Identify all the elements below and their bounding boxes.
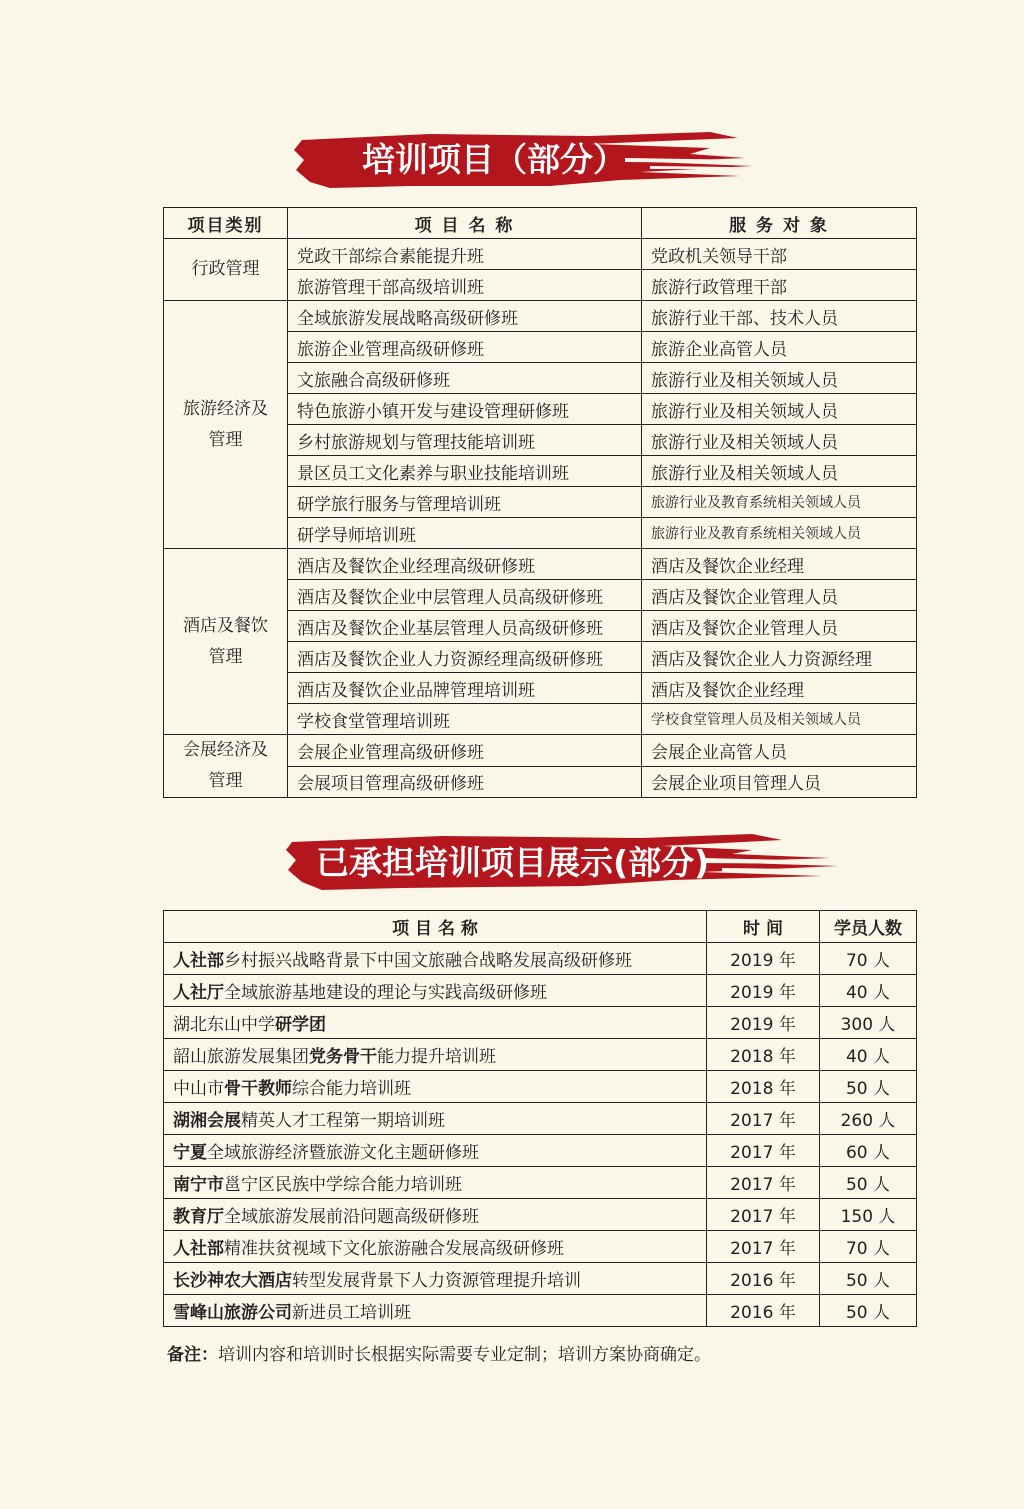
table-row [164,1071,917,1103]
table-row [164,1135,917,1167]
year-cell: 2019 年 [707,1007,820,1039]
project-name-cell: 研学旅行服务与管理培训班 [288,487,642,518]
name-suffix: 精英人才工程第一期培训班 [241,1111,445,1131]
count-cell: 40 人 [820,975,917,1007]
project-name-cell: 酒店及餐饮企业基层管理人员高级研修班 [288,611,642,642]
count-cell: 50 人 [820,1167,917,1199]
name-highlight: 党务骨干 [309,1047,377,1067]
table-row [164,1103,917,1135]
section1-title: 培训项目（部分） [362,140,626,179]
project-name-cell: 景区员工文化素养与职业技能培训班 [288,456,642,487]
name-highlight: 研学团 [275,1015,326,1035]
year-cell: 2016 年 [707,1295,820,1327]
audience-cell: 旅游行业及相关领域人员 [642,363,917,394]
audience-cell: 党政机关领导干部 [642,239,917,270]
name-highlight: 人社部 [173,951,224,971]
section1-banner [290,130,760,192]
audience-cell: 旅游行业干部、技术人员 [642,301,917,332]
year-cell: 2018 年 [707,1071,820,1103]
name-suffix: 转型发展背景下人力资源管理提升培训 [292,1271,581,1291]
count-cell: 50 人 [820,1263,917,1295]
header-category: 项目类别 [164,208,288,239]
name-highlight: 雪峰山旅游公司 [173,1303,292,1323]
name-highlight: 人社厅 [173,983,224,1003]
category-cell [164,301,288,549]
name-suffix: 能力提升培训班 [377,1047,496,1067]
audience-cell: 旅游行政管理干部 [642,270,917,301]
category-cell [164,735,288,798]
project-name-cell: 党政干部综合素能提升班 [288,239,642,270]
project-name-cell: 乡村旅游规划与管理技能培训班 [288,425,642,456]
category-cell [164,239,288,301]
project-name-cell [164,943,707,975]
year-cell: 2017 年 [707,1167,820,1199]
name-suffix: 综合能力培训班 [292,1079,411,1099]
table-row [164,1199,917,1231]
audience-cell: 会展企业项目管理人员 [642,766,917,798]
project-name-cell: 旅游管理干部高级培训班 [288,270,642,301]
audience-cell: 旅游行业及教育系统相关领域人员 [642,487,917,518]
table-row [164,1039,917,1071]
project-name-cell: 文旅融合高级研修班 [288,363,642,394]
year-cell: 2017 年 [707,1135,820,1167]
section2-title: 已承担培训项目展示(部分) [316,843,710,882]
table-row [164,1007,917,1039]
name-suffix: 邕宁区民族中学综合能力培训班 [224,1175,462,1195]
table-row [164,735,917,767]
remark-text: 培训内容和培训时长根据实际需要专业定制；培训方案协商确定。 [218,1345,711,1365]
table-header-row [164,208,917,239]
project-name-cell: 学校食堂管理培训班 [288,704,642,735]
project-name-cell [164,1135,707,1167]
category-label: 会展经济及管理 [183,740,268,791]
name-suffix: 全域旅游经济暨旅游文化主题研修班 [207,1143,479,1163]
name-highlight: 湖湘会展 [173,1111,241,1131]
project-name-cell: 会展企业管理高级研修班 [288,735,642,767]
audience-cell: 旅游行业及相关领域人员 [642,456,917,487]
audience-cell: 旅游行业及相关领域人员 [642,425,917,456]
completed-projects-table [163,910,917,1327]
project-name-cell: 酒店及餐饮企业品牌管理培训班 [288,673,642,704]
table-row [164,239,917,270]
project-name-cell [164,1199,707,1231]
audience-cell: 酒店及餐饮企业经理 [642,549,917,580]
category-cell [164,549,288,735]
project-name-cell: 旅游企业管理高级研修班 [288,332,642,363]
audience-cell: 旅游行业及相关领域人员 [642,394,917,425]
header-audience: 服 务 对 象 [642,208,917,239]
project-name-cell: 特色旅游小镇开发与建设管理研修班 [288,394,642,425]
count-cell: 60 人 [820,1135,917,1167]
audience-cell: 旅游行业及教育系统相关领域人员 [642,518,917,549]
section2-banner [282,832,842,892]
name-prefix: 韶山旅游发展集团 [173,1047,309,1067]
count-cell: 50 人 [820,1295,917,1327]
category-label: 酒店及餐饮管理 [183,615,268,667]
header-project-name: 项 目 名 称 [164,911,707,943]
project-name-cell [164,1263,707,1295]
project-name-cell: 会展项目管理高级研修班 [288,766,642,798]
name-prefix: 中山市 [173,1079,224,1099]
name-suffix: 乡村振兴战略背景下中国文旅融合战略发展高级研修班 [224,951,632,971]
remark-label: 备注： [167,1345,218,1365]
table-row [164,1295,917,1327]
table-row [164,943,917,975]
name-highlight: 宁夏 [173,1143,207,1163]
header-student-count: 学员人数 [820,911,917,943]
project-name-cell [164,975,707,1007]
count-cell: 50 人 [820,1071,917,1103]
audience-cell: 酒店及餐饮企业管理人员 [642,580,917,611]
name-suffix: 全域旅游基地建设的理论与实践高级研修班 [224,983,547,1003]
project-name-cell [164,1071,707,1103]
year-cell: 2017 年 [707,1231,820,1263]
name-highlight: 教育厅 [173,1207,224,1227]
audience-cell: 会展企业高管人员 [642,735,917,767]
category-label: 旅游经济及管理 [183,398,268,450]
remark-note [167,1340,711,1365]
table-row [164,549,917,580]
table-row [164,1167,917,1199]
audience-cell: 酒店及餐饮企业人力资源经理 [642,642,917,673]
project-name-cell: 酒店及餐饮企业人力资源经理高级研修班 [288,642,642,673]
year-cell: 2017 年 [707,1199,820,1231]
name-highlight: 南宁市 [173,1175,224,1195]
name-suffix: 新进员工培训班 [292,1303,411,1323]
project-name-cell [164,1295,707,1327]
header-time: 时 间 [707,911,820,943]
project-name-cell [164,1231,707,1263]
name-suffix: 全域旅游发展前沿问题高级研修班 [224,1207,479,1227]
project-name-cell [164,1007,707,1039]
table-row [164,1231,917,1263]
project-name-cell [164,1039,707,1071]
count-cell: 150 人 [820,1199,917,1231]
category-label: 行政管理 [191,259,260,279]
training-projects-table [163,207,917,798]
name-prefix: 湖北东山中学 [173,1015,275,1035]
audience-cell: 学校食堂管理人员及相关领域人员 [642,704,917,735]
table-row [164,301,917,332]
year-cell: 2016 年 [707,1263,820,1295]
table-row [164,1263,917,1295]
count-cell: 260 人 [820,1103,917,1135]
year-cell: 2019 年 [707,943,820,975]
year-cell: 2018 年 [707,1039,820,1071]
audience-cell: 酒店及餐饮企业经理 [642,673,917,704]
audience-cell: 酒店及餐饮企业管理人员 [642,611,917,642]
count-cell: 70 人 [820,1231,917,1263]
count-cell: 70 人 [820,943,917,975]
table-row [164,975,917,1007]
name-suffix: 精准扶贫视域下文化旅游融合发展高级研修班 [224,1239,564,1259]
name-highlight: 骨干教师 [224,1079,292,1099]
name-highlight: 长沙神农大酒店 [173,1271,292,1291]
count-cell: 40 人 [820,1039,917,1071]
project-name-cell: 酒店及餐饮企业经理高级研修班 [288,549,642,580]
project-name-cell: 酒店及餐饮企业中层管理人员高级研修班 [288,580,642,611]
project-name-cell: 全域旅游发展战略高级研修班 [288,301,642,332]
audience-cell: 旅游企业高管人员 [642,332,917,363]
year-cell: 2017 年 [707,1103,820,1135]
project-name-cell [164,1103,707,1135]
count-cell: 300 人 [820,1007,917,1039]
name-highlight: 人社部 [173,1239,224,1259]
year-cell: 2019 年 [707,975,820,1007]
header-project-name: 项 目 名 称 [288,208,642,239]
table-header-row [164,911,917,943]
project-name-cell: 研学导师培训班 [288,518,642,549]
project-name-cell [164,1167,707,1199]
